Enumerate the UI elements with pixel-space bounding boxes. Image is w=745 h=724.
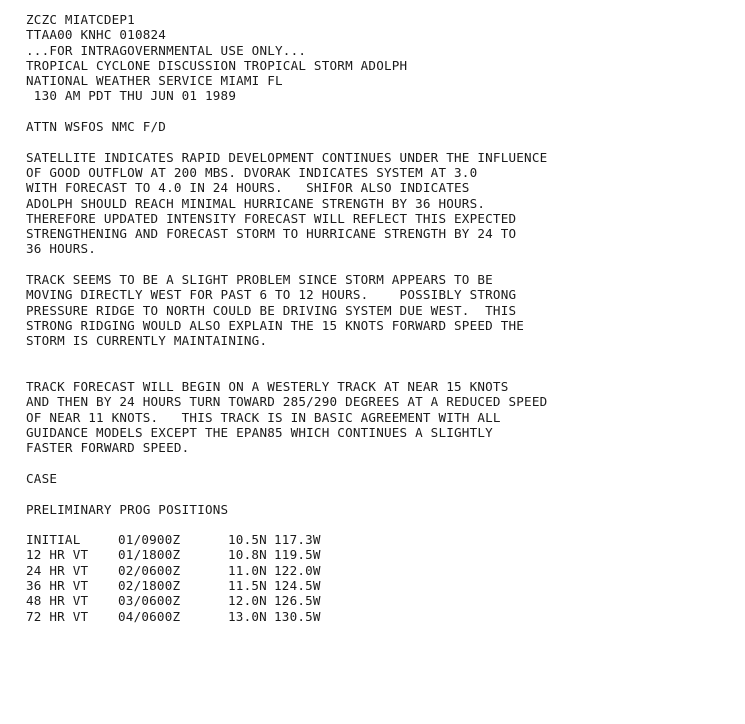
table-row (26, 593, 321, 608)
latitude-cell: 11.5N (228, 577, 267, 593)
spacer (26, 257, 736, 272)
satellite-paragraph (26, 150, 736, 257)
table-row (26, 547, 321, 562)
longitude-cell: 119.5W (274, 547, 321, 563)
valid-time-cell: 01/1800Z (118, 547, 181, 563)
spacer (26, 486, 736, 501)
paragraph-line: TRACK FORECAST WILL BEGIN ON A WESTERLY TRACK AT NEAR 15 KNOTS (26, 379, 509, 395)
longitude-cell: 122.0W (274, 562, 321, 578)
paragraph-line: TRACK SEEMS TO BE A SLIGHT PROBLEM SINCE STORM APPEARS TO BE (26, 272, 493, 288)
teletype-document (26, 12, 736, 624)
paragraph-line: WITH FORECAST TO 4.0 IN 24 HOURS. SHIFOR ALSO INDICATES (26, 180, 470, 196)
spacer (26, 456, 736, 471)
header-line: 130 AM PDT THU JUN 01 1989 (26, 88, 237, 104)
track-forecast-paragraph (26, 379, 736, 455)
latitude-cell: 13.0N (228, 608, 267, 624)
positions-table (26, 532, 321, 624)
table-row (26, 563, 321, 578)
paragraph-line: ADOLPH SHOULD REACH MINIMAL HURRICANE STRENGTH BY 36 HOURS. (26, 195, 486, 211)
forecast-hour-cell: INITIAL (26, 532, 81, 548)
forecast-hour-cell: 36 HR VT (26, 577, 89, 593)
spacer (26, 134, 736, 149)
paragraph-line: 36 HOURS. (26, 241, 97, 257)
latitude-cell: 11.0N (228, 562, 267, 578)
track-problem-paragraph (26, 272, 736, 348)
table-row (26, 532, 321, 547)
forecast-hour-cell: 24 HR VT (26, 562, 89, 578)
paragraph-line: STORM IS CURRENTLY MAINTAINING. (26, 333, 268, 349)
valid-time-cell: 01/0900Z (118, 532, 181, 548)
positions-title: PRELIMINARY PROG POSITIONS (26, 501, 229, 517)
header-line: TTAA00 KNHC 010824 (26, 27, 167, 43)
latitude-cell: 10.5N (228, 532, 267, 548)
header-line: ZCZC MIATCDEP1 (26, 12, 135, 27)
paragraph-line: MOVING DIRECTLY WEST FOR PAST 6 TO 12 HOURS. POSSIBLY STRONG (26, 287, 517, 303)
valid-time-cell: 04/0600Z (118, 608, 181, 624)
forecast-hour-cell: 48 HR VT (26, 593, 89, 609)
forecast-hour-cell: 72 HR VT (26, 608, 89, 624)
header-line: ...FOR INTRAGOVERNMENTAL USE ONLY... (26, 42, 307, 58)
paragraph-line: FASTER FORWARD SPEED. (26, 440, 190, 456)
longitude-cell: 117.3W (274, 532, 321, 548)
spacer (26, 104, 736, 119)
attention-line: ATTN WSFOS NMC F/D (26, 119, 167, 135)
longitude-cell: 126.5W (274, 593, 321, 609)
valid-time-cell: 02/0600Z (118, 562, 181, 578)
paragraph-line: PRESSURE RIDGE TO NORTH COULD BE DRIVING SYSTEM DUE WEST. THIS (26, 302, 517, 318)
paragraph-line: STRONG RIDGING WOULD ALSO EXPLAIN THE 15 KNOTS FORWARD SPEED THE (26, 317, 525, 333)
table-row (26, 578, 321, 593)
header-line: NATIONAL WEATHER SERVICE MIAMI FL (26, 73, 283, 89)
valid-time-cell: 03/0600Z (118, 593, 181, 609)
latitude-cell: 12.0N (228, 593, 267, 609)
spacer (26, 517, 736, 532)
longitude-cell: 124.5W (274, 577, 321, 593)
spacer (26, 349, 736, 380)
paragraph-line: THEREFORE UPDATED INTENSITY FORECAST WILL REFLECT THIS EXPECTED (26, 210, 517, 226)
paragraph-line: SATELLITE INDICATES RAPID DEVELOPMENT CONTINUES UNDER THE INFLUENCE (26, 149, 548, 165)
longitude-cell: 130.5W (274, 608, 321, 624)
header-line: TROPICAL CYCLONE DISCUSSION TROPICAL STORM ADOLPH (26, 57, 408, 73)
paragraph-line: OF GOOD OUTFLOW AT 200 MBS. DVORAK INDICATES SYSTEM AT 3.0 (26, 164, 478, 180)
paragraph-line: OF NEAR 11 KNOTS. THIS TRACK IS IN BASIC AGREEMENT WITH ALL (26, 409, 501, 425)
case-label: CASE (26, 470, 58, 486)
paragraph-line: AND THEN BY 24 HOURS TURN TOWARD 285/290 DEGREES AT A REDUCED SPEED (26, 394, 548, 410)
valid-time-cell: 02/1800Z (118, 577, 181, 593)
latitude-cell: 10.8N (228, 547, 267, 563)
forecast-hour-cell: 12 HR VT (26, 547, 89, 563)
message-header (26, 12, 736, 104)
paragraph-line: STRENGTHENING AND FORECAST STORM TO HURRICANE STRENGTH BY 24 TO (26, 226, 517, 242)
table-row (26, 609, 321, 624)
paragraph-line: GUIDANCE MODELS EXCEPT THE EPAN85 WHICH CONTINUES A SLIGHTLY (26, 425, 493, 441)
